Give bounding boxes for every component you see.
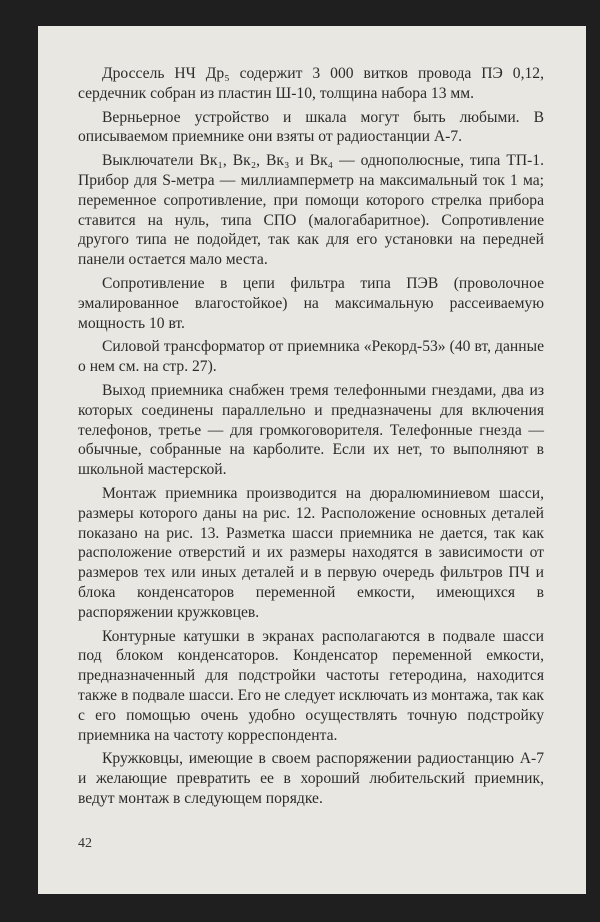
paragraph-choke: Дроссель НЧ Др₅ содержит 3 000 витков провода ПЭ 0,12, сердечник собран из пластин Ш-10, толщина набора 13 мм.: [78, 65, 544, 102]
page-number: 42: [78, 836, 92, 851]
paragraph-procedure: Кружковцы, имеющие в своем распоряжении радиостанцию А-7 и желающие превратить ее в хороший любительский приемник, ведут монтаж в следующем порядке.: [78, 750, 544, 807]
paragraph-assembly: Монтаж приемника производится на дюралюминиевом шасси, размеры которого даны на рис. 12. Расположение основных деталей показано на рис. 13. Разметка шасси приемника не дается, так как расположение отверстий и их размеры находятся в зависимости от размеров тех или иных деталей и в первую очередь фильтров ПЧ и блока конденсаторов переменной емкости, имеющихся в распоряжении кружковцев.: [78, 484, 544, 621]
paragraph-coils: Контурные катушки в экранах располагаются в подвале шасси под блоком конденсаторов. Конденсатор переменной емкости, предназначенный для подстройки частоты гетеродина, находится также в подвале шасси. Его не следует исключать из монтажа, так как с его помощью очень удобно осуществлять точную подстройку приемника на частоту корреспондента.: [78, 627, 544, 744]
paragraph-switches: Выключатели Вк₁, Вк₂, Вк₃ и Вк₄ — однополюсные, типа ТП-1. Прибор для S-метра — миллиамперметр на максимальный ток 1 ма; переменное сопротивление, при помощи которого стрелка прибора ставится на нуль, типа СПО (малогабаритное). Сопротивление другого типа не подойдет, так как для его установки на передней панели остается мало места.: [78, 152, 544, 269]
book-page: [38, 26, 586, 894]
paragraph-filter-resistor: Сопротивление в цепи фильтра типа ПЭВ (проволочное эмалированное влагостойкое) на максимальную рассеиваемую мощность 10 вт.: [78, 274, 544, 332]
paragraph-output-jacks: Выход приемника снабжен тремя телефонными гнездами, два из которых соединены параллельно и предназначены для включения телефонов, третье — для громкоговорителя. Телефонные гнезда — обычные, собранные на карболите. Если их нет, то выполняют в школьной мастерской.: [78, 381, 544, 479]
paragraph-vernier: Верньерное устройство и шкала могут быть любыми. В описываемом приемнике они взяты от радиостанции А-7.: [78, 108, 544, 146]
page-text: [78, 64, 544, 809]
paragraph-transformer: Силовой трансформатор от приемника «Рекорд-53» (40 вт, данные о нем см. на стр. 27).: [78, 338, 544, 376]
